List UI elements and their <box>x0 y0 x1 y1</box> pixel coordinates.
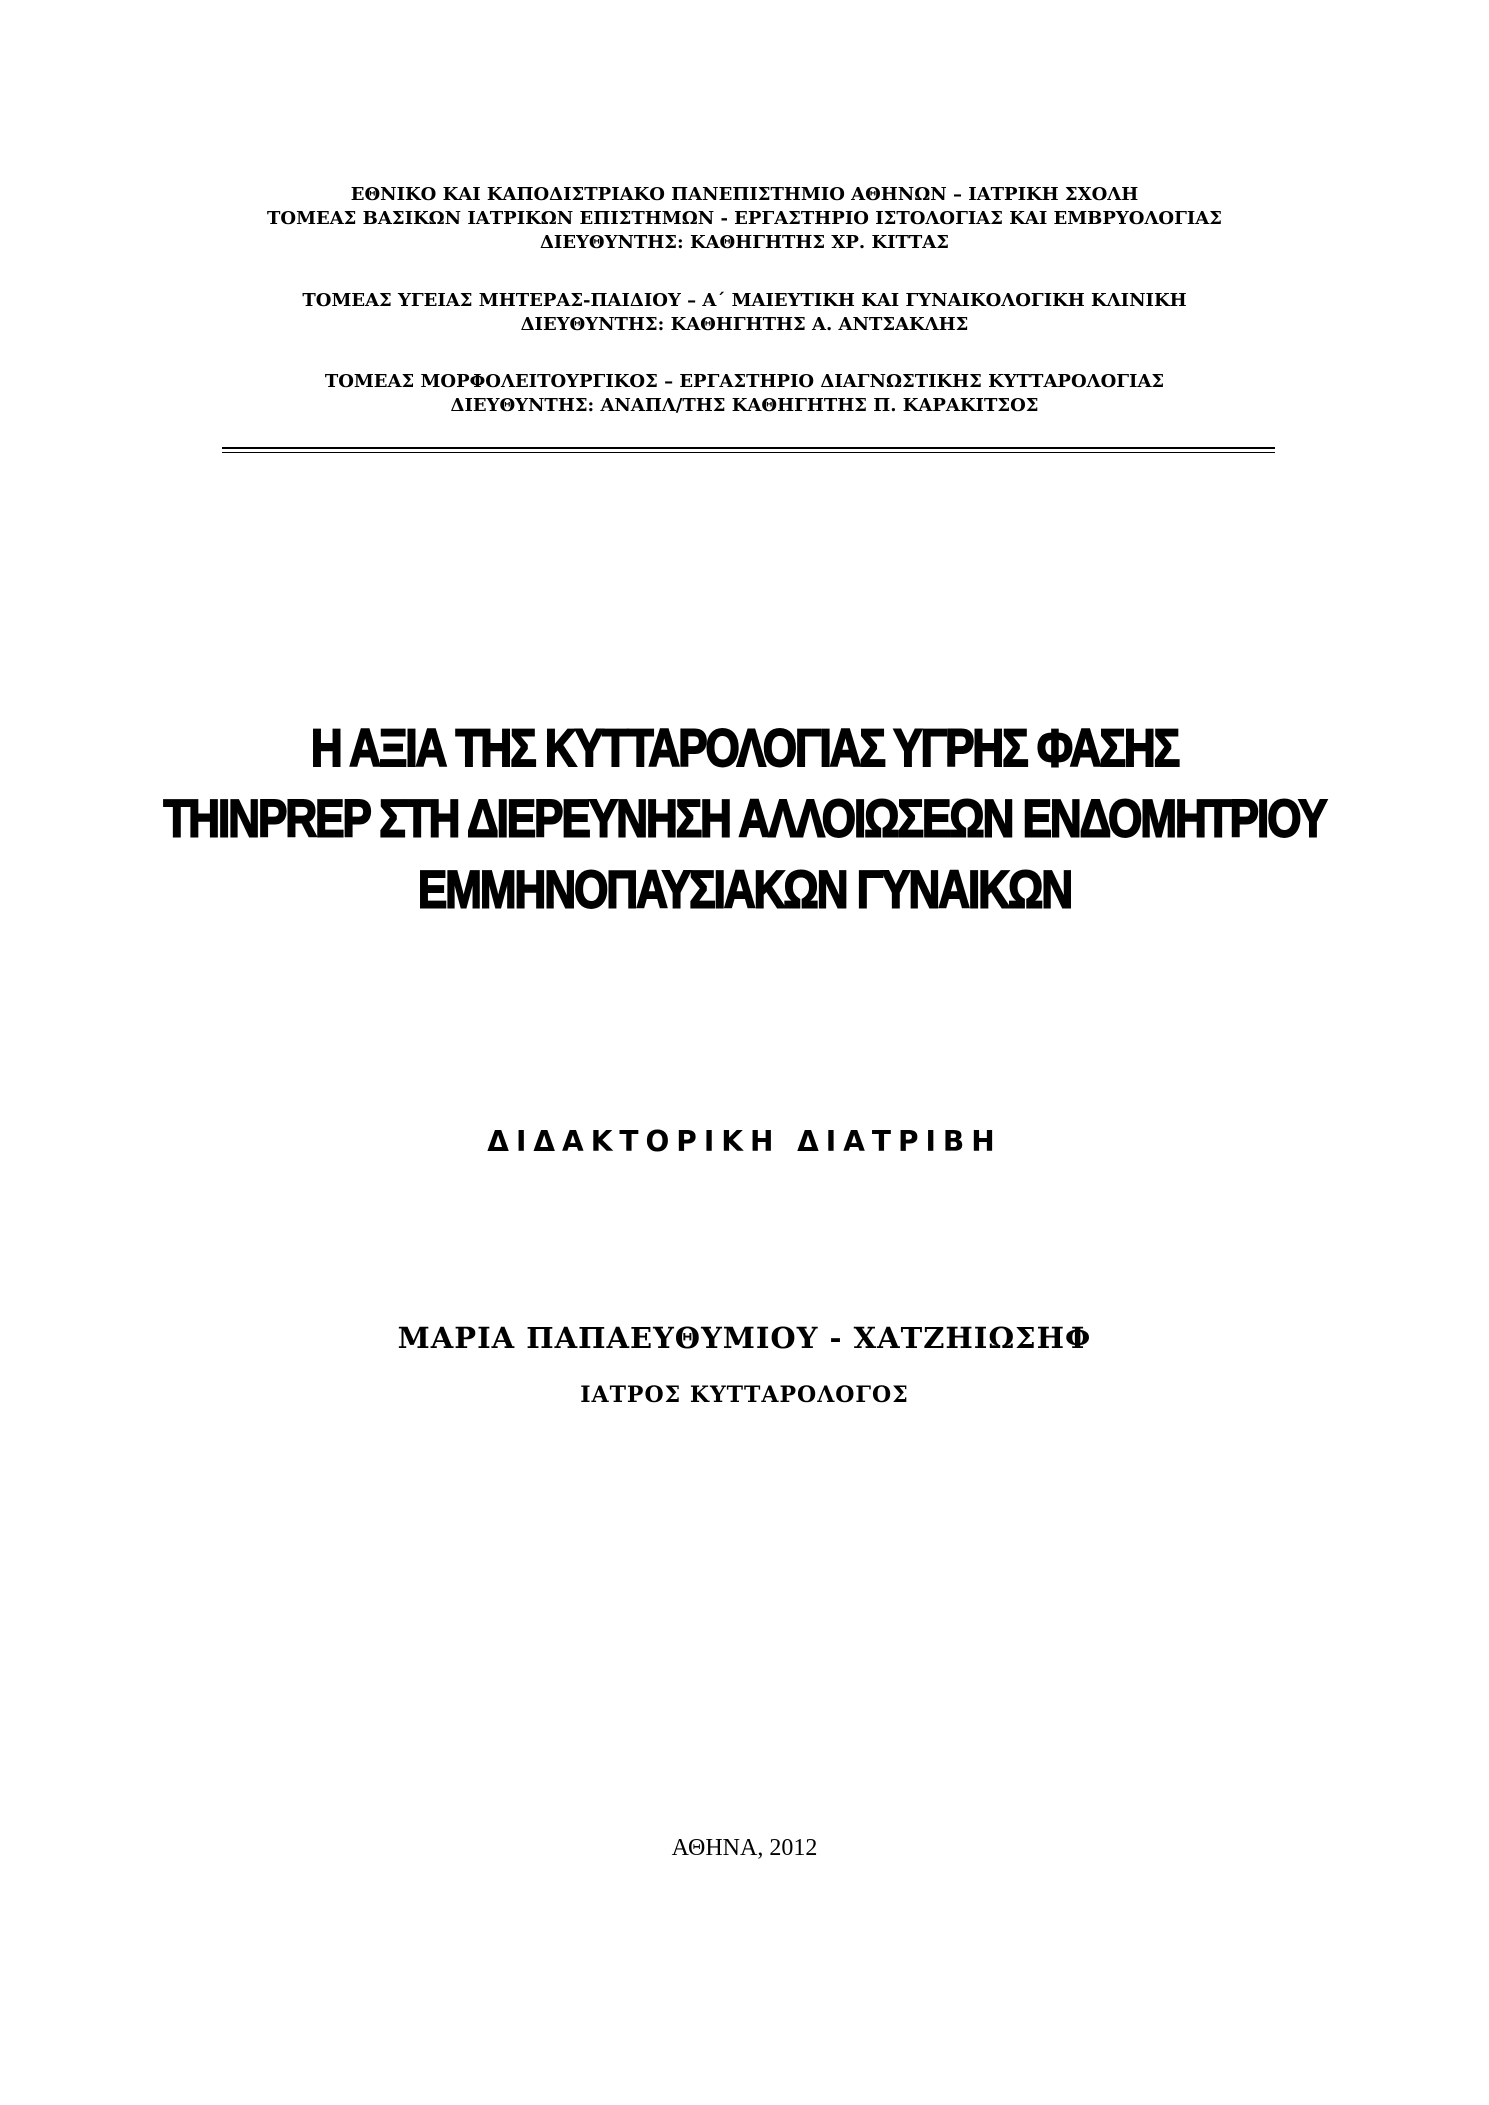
thesis-type: ΔΙΔΑΚΤΟΡΙΚΗ ΔΙΑΤΡΙΒΗ <box>487 1125 1002 1158</box>
institution-line: ΤΟΜΕΑΣ ΥΓΕΙΑΣ ΜΗΤΕΡΑΣ-ΠΑΙΔΙΟΥ – Α΄ ΜΑΙΕΥΤΙΚΗ ΚΑΙ ΓΥΝΑΙΚΟΛΟΓΙΚΗ ΚΛΙΝΙΚΗ <box>302 290 1187 311</box>
thesis-title <box>0 713 1489 925</box>
institution-line: ΕΘΝΙΚΟ ΚΑΙ ΚΑΠΟΔΙΣΤΡΙΑΚΟ ΠΑΝΕΠΙΣΤΗΜΙΟ ΑΘΗΝΩΝ – ΙΑΤΡΙΚΗ ΣΧΟΛΗ <box>350 184 1139 205</box>
author-name: ΜΑΡΙΑ ΠΑΠΑΕΥΘΥΜΙΟΥ - ΧΑΤΖΗΙΩΣΗΦ <box>397 1321 1092 1355</box>
institution-line: ΔΙΕΥΘΥΝΤΗΣ: ΑΝΑΠΛ/ΤΗΣ ΚΑΘΗΓΗΤΗΣ Π. ΚΑΡΑΚΙΤΣΟΣ <box>450 395 1039 416</box>
institution-line: ΤΟΜΕΑΣ ΜΟΡΦΟΛΕΙΤΟΥΡΓΙΚΟΣ – ΕΡΓΑΣΤΗΡΙΟ ΔΙΑΓΝΩΣΤΙΚΗΣ ΚΥΤΤΑΡΟΛΟΓΙΑΣ <box>324 371 1165 392</box>
institution-line: ΔΙΕΥΘΥΝΤΗΣ: ΚΑΘΗΓΗΤΗΣ Α. ΑΝΤΣΑΚΛΗΣ <box>520 314 969 335</box>
title-line: THINPREP ΣΤΗ ΔΙΕΡΕΥΝΗΣΗ ΑΛΛΟΙΩΣΕΩΝ ΕΝΔΟΜΗΤΡΙΟΥ <box>163 789 1326 849</box>
header-divider-thin <box>222 452 1275 453</box>
institution-block-university <box>0 183 1489 255</box>
title-line: ΕΜΜΗΝΟΠΑΥΣΙΑΚΩΝ ΓΥΝΑΙΚΩΝ <box>417 860 1072 920</box>
institution-line: ΤΟΜΕΑΣ ΒΑΣΙΚΩΝ ΙΑΤΡΙΚΩΝ ΕΠΙΣΤΗΜΩΝ - ΕΡΓΑΣΤΗΡΙΟ ΙΣΤΟΛΟΓΙΑΣ ΚΑΙ ΕΜΒΡΥΟΛΟΓΙΑΣ <box>267 208 1222 229</box>
institution-line: ΔΙΕΥΘΥΝΤΗΣ: ΚΑΘΗΓΗΤΗΣ ΧΡ. ΚΙΤΤΑΣ <box>539 232 950 253</box>
author-role: ΙΑΤΡΟΣ ΚΥΤΤΑΡΟΛΟΓΟΣ <box>580 1382 909 1408</box>
title-line: Η ΑΞΙΑ ΤΗΣ ΚΥΤΤΑΡΟΛΟΓΙΑΣ ΥΓΡΗΣ ΦΑΣΗΣ <box>310 719 1179 778</box>
place-year: ΑΘΗΝΑ, 2012 <box>671 1835 818 1861</box>
institution-block-cytology <box>0 370 1489 418</box>
header-divider <box>222 447 1275 449</box>
institution-block-obstetrics <box>0 289 1489 337</box>
